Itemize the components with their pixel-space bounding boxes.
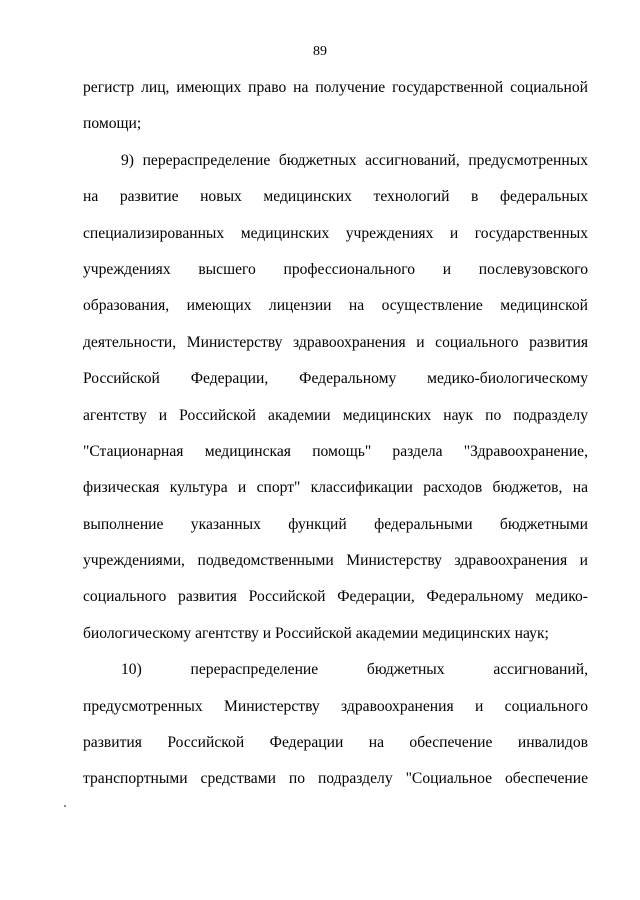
text-line: деятельности, Министерству здравоохранения и социального развития [83, 333, 588, 351]
text-line: предусмотренных Министерству здравоохранения и социального [83, 697, 588, 715]
text-line: 9) перераспределение бюджетных ассигнований, предусмотренных [121, 151, 588, 169]
text-line: агентству и Российской академии медицинских наук по подразделу [83, 406, 588, 424]
text-line: транспортными средствами по подразделу "Социальное обеспечение [83, 770, 588, 788]
text-line: помощи; [83, 115, 142, 133]
text-line: регистр лиц, имеющих право на получение государственной социальной [83, 79, 588, 96]
text-line: образования, имеющих лицензии на осуществление медицинской [83, 297, 588, 315]
text-line: учреждениях высшего профессионального и послевузовского [83, 260, 588, 278]
text-line: специализированных медицинских учреждениях и государственных [83, 224, 588, 242]
text-line: Российской Федерации, Федеральному медико-биологическому [83, 370, 588, 388]
text-line: выполнение указанных функций федеральными бюджетными [83, 515, 588, 533]
scan-speck [64, 805, 66, 807]
text-line: физическая культура и спорт" классификации расходов бюджетов, на [83, 479, 588, 497]
document-body [83, 70, 588, 798]
text-line: учреждениями, подведомственными Министерству здравоохранения и [83, 552, 588, 570]
text-line: биологическому агентству и Российской академии медицинских наук; [83, 624, 549, 642]
page-number: 89 [313, 44, 327, 59]
text-line: "Стационарная медицинская помощь" раздела "Здравоохранение, [83, 442, 588, 460]
text-line: 10) перераспределение бюджетных ассигнований, [121, 661, 588, 679]
text-line: развития Российской Федерации на обеспечение инвалидов [83, 734, 588, 752]
text-line: на развитие новых медицинских технологий в федеральных [83, 188, 588, 206]
text-line: социального развития Российской Федерации, Федеральному медико- [83, 588, 588, 606]
